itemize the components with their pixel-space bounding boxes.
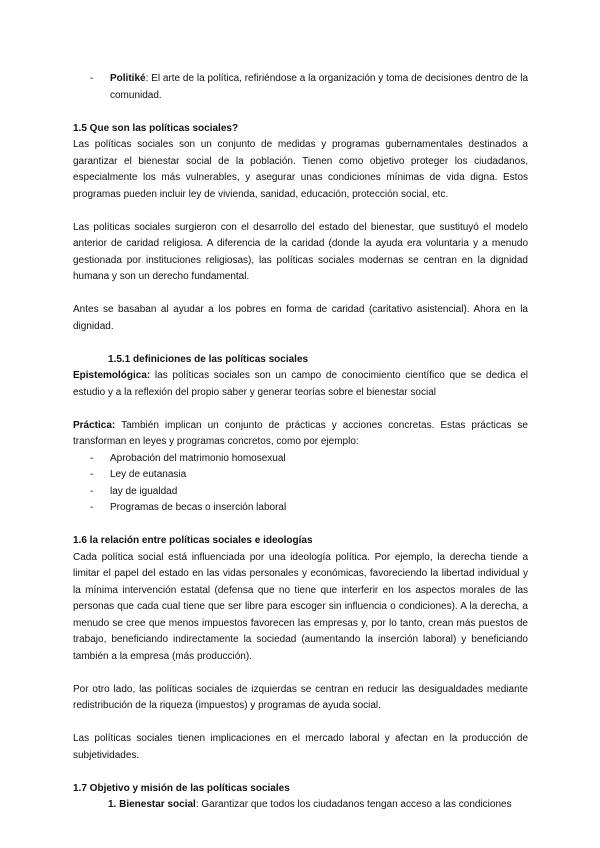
heading-1-5: 1.5 Que son las políticas sociales? [73,122,239,134]
intro-item-text: : El arte de la política, refiriéndose a la organización y toma de decisiones dentro de la comunidad. [110,73,528,101]
list-bullet: - [90,469,94,480]
paragraph-1-6-b: Por otro lado, las políticas sociales de izquierdas se centran en reducir las desigualdades mediante redistribución de la riqueza (impuestos) y programas de ayuda social. [73,683,528,711]
paragraph-1-6-a: Cada política social está influenciada por una ideología política. Por ejemplo, la derecha tiende a limitar el papel del estado en las vidas personales y económicas, favoreciendo la libertad individual y la mínima intervención estatal (defensa que no tiene que interferir en los aspectos morales de las personas que cada cual tiene que ser libre para escoger sin influencia o condiciones). A la derecha, a menudo se cree que menos impuestos favorecen las empresas y, por lo tanto, crean más puestos de trabajo, beneficiando indirectamente la sociedad (aumentando la inserción laboral) y beneficiando también a la empresa (más producción). [73,551,528,662]
epistemologica-text: las políticas sociales son un campo de conocimiento científico que se dedica el estudio y a la reflexión del propio saber y generar teorías sobre el bienestar social [73,370,528,398]
list-bullet: - [90,73,94,84]
paragraph-epistemologica [73,368,528,401]
term-practica: Práctica: [73,419,116,431]
numbered-item-1 [73,797,528,814]
list-item: - Aprobación del matrimonio homosexual [73,451,528,468]
paragraph-practica [73,418,528,451]
examples-list [73,451,528,517]
term-bienestar-social: 1. Bienestar social [108,799,196,810]
intro-list-item [73,71,528,104]
list-bullet: - [90,485,94,497]
paragraph-1-6-c: Las políticas sociales tienen implicaciones en el mercado laboral y afectan en la producción de subjetividades. [73,733,528,761]
list-bullet: - [90,502,94,513]
term-politike: Politiké [110,73,146,84]
list-bullet: - [90,452,94,464]
practica-text: También implican un conjunto de prácticas y acciones concretas. Estas prácticas se transforman en leyes y programas concretos, como por ejemplo: [73,419,528,447]
list-item: - lay de igualdad [73,484,528,501]
list-item: - Programas de becas o inserción laboral [73,500,528,517]
heading-1-6: 1.6 la relación entre políticas sociales e ideologías [73,535,313,546]
paragraph-1-5-c: Antes se basaban al ayudar a los pobres en forma de caridad (caritativo asistencial). Ahora en la dignidad. [73,304,528,332]
bienestar-social-text: : Garantizar que todos los ciudadanos tengan acceso a las condiciones [195,799,512,810]
list-item: - Ley de eutanasia [73,467,528,484]
paragraph-1-5-a: Las políticas sociales son un conjunto de medidas y programas gubernamentales destinados a garantizar el bienestar social de la población. Tienen como objetivo proteger los ciudadanos, especialmente los más vulnerables, y asegurar unas condiciones mínimas de vida digna. Estos programas pueden incluir ley de vivienda, sanidad, educación, protección social, etc. [73,139,528,200]
heading-1-7: 1.7 Objetivo y misión de las políticas sociales [73,782,290,794]
document-body [73,71,528,814]
heading-1-5-1: 1.5.1 definiciones de las políticas sociales [108,353,309,365]
term-epistemologica: Epistemológica: [73,370,151,381]
paragraph-1-5-b: Las políticas sociales surgieron con el desarrollo del estado del bienestar, que sustituyó el modelo anterior de caridad religiosa. A diferencia de la caridad (donde la ayuda era voluntaria y a menudo gestionada por instituciones religiosas), las políticas sociales modernas se centran en la dignidad humana y son un derecho fundamental. [73,221,528,282]
